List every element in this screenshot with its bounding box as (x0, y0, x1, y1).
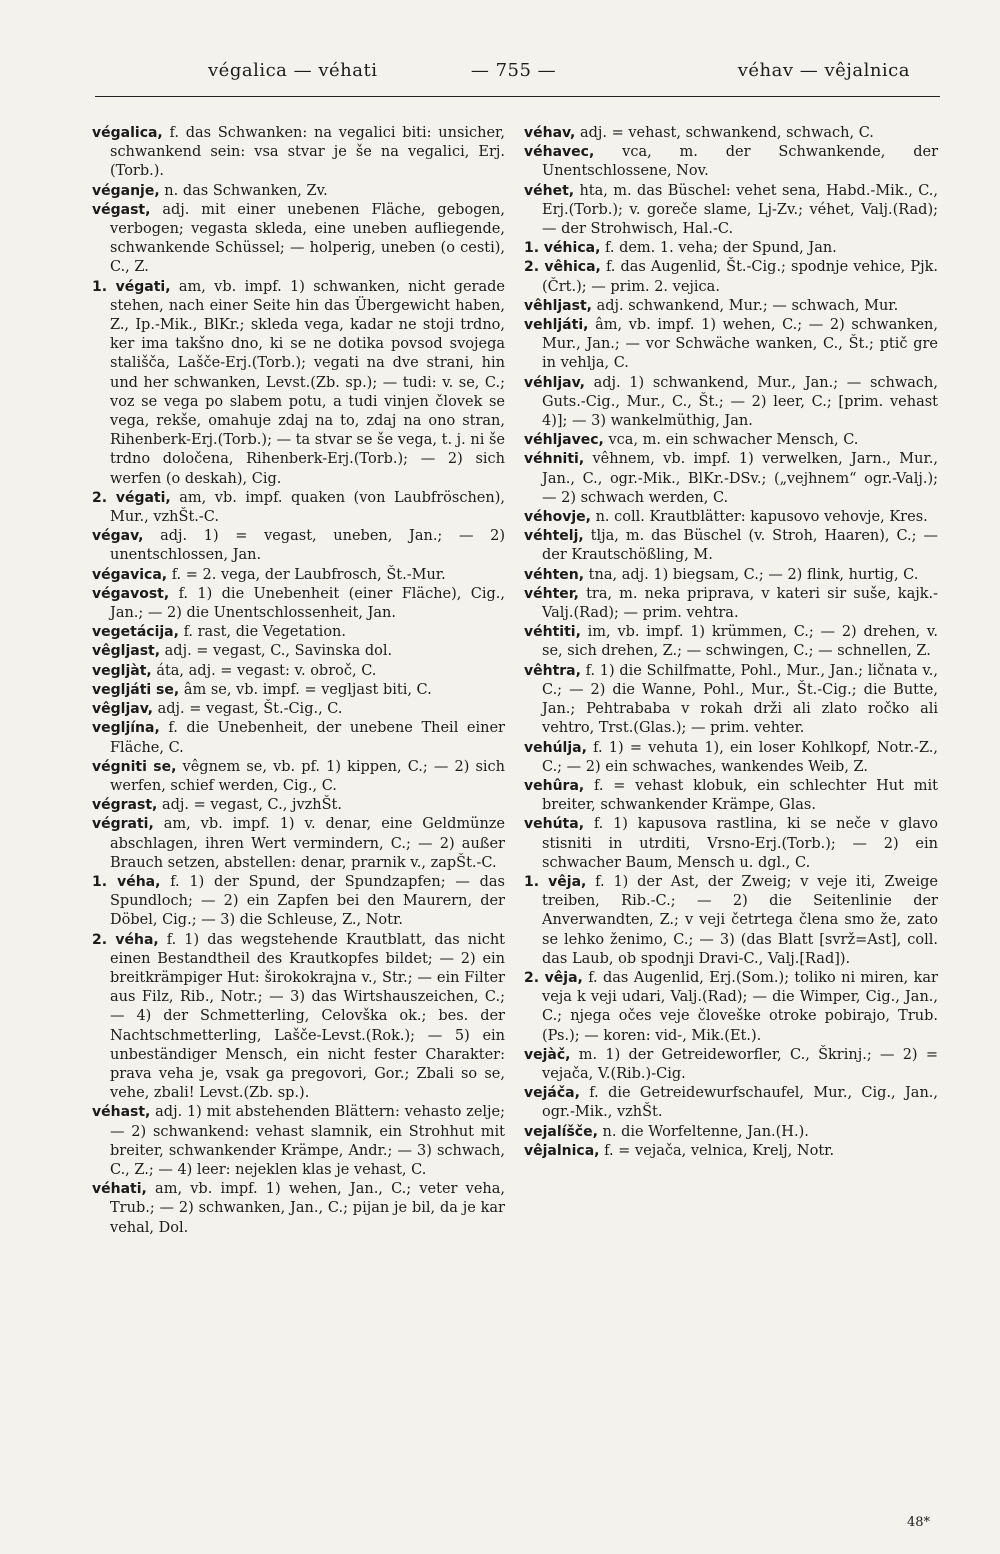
entry-definition: f. das Augenlid, Erj.(Som.); toliko ni miren, kar veja k veji udari, Valj.(Rad); — die Wimper, Cig., Jan., C.; njega očes veje človeške otroke pobirajo, Trub.(Ps.); — koren: vid-, Mik.(Et.). (542, 969, 938, 1044)
header-left: végalica — véhati (208, 60, 378, 81)
entry-definition: m. 1) der Getreideworfler, C., Škrinj.; — 2) = vejača, V.(Rib.)-Cig. (542, 1046, 938, 1082)
dictionary-entry (92, 642, 505, 661)
entry-definition: áta, adj. = vegast: v. obroč, C. (156, 662, 377, 679)
entry-headword: véhljav, (524, 374, 585, 391)
dictionary-entry (92, 182, 505, 201)
entry-headword: véhati, (92, 1181, 147, 1198)
entry-headword: 1. végati, (92, 278, 171, 295)
entry-definition: tra, m. neka priprava, v kateri sir suše, kajk.-Valj.(Rad); — prim. vehtra. (542, 585, 938, 622)
dictionary-entry (92, 566, 505, 585)
entry-headword: végavica, (92, 566, 168, 583)
entry-headword: 2. végati, (92, 489, 171, 506)
entry-headword: vegljàt, (92, 662, 152, 679)
entry-definition: adj. mit einer unebenen Fläche, gebogen, verbogen; vegasta skleda, eine uneben aufliegende, schwankende Schüssel; — holperig, uneben (o cesti), C., Z. (110, 201, 506, 276)
entry-headword: véhast, (92, 1104, 151, 1121)
dictionary-entry (524, 777, 938, 815)
entry-definition: f. = vehast klobuk, ein schlechter Hut mit breiter, schwankender Krämpe, Glas. (542, 777, 938, 814)
dictionary-entry (92, 681, 505, 700)
entry-definition: adj. 1) = vegast, uneben, Jan.; — 2) unentschlossen, Jan. (110, 528, 505, 564)
dictionary-entry (524, 662, 938, 739)
entry-headword: véhtiti, (524, 624, 581, 641)
entry-headword: vehúlja, (524, 739, 587, 756)
dictionary-entry (524, 585, 938, 623)
entry-definition: n. die Worfeltenne, Jan.(H.). (602, 1123, 809, 1140)
dictionary-entry (524, 1142, 938, 1161)
entry-definition: adj. 1) mit abstehenden Blättern: vehasto zelje; — 2) schwankend: vehast slamnik, ein Strohhut mit breiter, schwankender Krämpe, Andr.; — 3) schwach, C., Z.; — 4) leer: nejeklen klas je vehast, C. (110, 1104, 506, 1178)
entry-headword: 2. vêhica, (524, 259, 601, 276)
entry-headword: végavost, (92, 585, 170, 602)
dictionary-entry (524, 143, 938, 181)
page-number: — 755 — (470, 60, 557, 81)
entry-definition: am, vb. impf. 1) schwanken, nicht gerade stehen, nach einer Seite hin das Übergewicht haben, Z., Ip.-Mik., BlKr.; skleda vega, kadar ne stoji trdno, ker ima takšno dno, ki se ne dotika povsod svojega stališča, Lašče-Erj.(Torb.); vegati na dve strani, hin und her schwanken, Levst.(Zb. sp.); — tudi: v. se, C.; voz se vega po slabem potu, a tudi vinjen človek se vega, rekše, omahuje zdaj na to, zdaj na ono stran, Rihenberk-Erj.(Torb.); — ta stvar se še vega, t. j. ni še trdno določena, Rihenberk-Erj.(Torb.); — 2) sich werfen (o deskah), Cig. (110, 278, 505, 487)
entry-definition: f. 1) die Schilfmatte, Pohl., Mur., Jan.; ličnata v., C.; — 2) die Wanne, Pohl., Mur., Št.-Cig.; die Butte, Jan.; Pehtrababa v rokah drži ali zlato ročko ali vehtro, Trst.(Glas.); — prim. vehter. (542, 662, 939, 737)
entry-headword: vehûra, (524, 777, 585, 794)
dictionary-entry (92, 815, 505, 873)
entry-headword: véhljavec, (524, 432, 604, 449)
dictionary-entry (92, 931, 505, 1104)
entry-headword: végav, (92, 528, 144, 545)
dictionary-entry (524, 815, 938, 873)
running-header (95, 60, 932, 92)
dictionary-entry (92, 278, 505, 489)
entry-definition: f. 1) kapusova rastlina, ki se neče v glavo stisniti in utrditi, Vrsno-Erj.(Torb.); — 2) ein schwacher Baum, Mensch u. dgl., C. (542, 816, 939, 871)
entry-headword: véhtelj, (524, 528, 584, 545)
entry-headword: 1. véhica, (524, 240, 601, 257)
entry-headword: vegljáti se, (92, 681, 180, 698)
dictionary-entry (524, 297, 938, 316)
entry-headword: véganje, (92, 182, 160, 199)
entry-definition: tlja, m. das Büschel (v. Stroh, Haaren), C.; — der Krautschößling, M. (542, 528, 938, 564)
dictionary-entry (92, 873, 505, 931)
entry-definition: hta, m. das Büschel: vehet sena, Habd.-Mik., C., Erj.(Torb.); v. goreče slame, Lj-Zv.; véhet, Valj.(Rad); — der Strohwisch, Hal.-C. (542, 182, 938, 238)
entry-definition: f. 1) die Unebenheit (einer Fläche), Cig., Jan.; — 2) die Unentschlossenheit, Jan. (110, 585, 505, 622)
entry-headword: végniti se, (92, 758, 177, 775)
dictionary-entry (92, 700, 505, 719)
dictionary-entry (92, 527, 505, 565)
entry-headword: véhniti, (524, 451, 585, 468)
entry-definition: vca, m. ein schwacher Mensch, C. (608, 432, 859, 449)
dictionary-entry (524, 450, 938, 508)
dictionary-entry (524, 508, 938, 527)
dictionary-entry (92, 489, 505, 527)
entry-headword: vejalíšče, (524, 1123, 598, 1140)
entry-definition: am, vb. impf. 1) v. denar, eine Geldmünze abschlagen, ihren Wert vermindern, C.; — 2) außer Brauch setzen, abstellen: denar, prarnik v., zapŠt.-C. (110, 816, 505, 871)
entry-definition: im, vb. impf. 1) krümmen, C.; — 2) drehen, v. se, sich drehen, Z.; — schwingen, C.; — schnellen, Z. (542, 624, 939, 660)
dictionary-entry (524, 1084, 938, 1122)
dictionary-entry (524, 374, 938, 432)
entry-headword: végrati, (92, 816, 154, 833)
dictionary-entry (92, 1103, 505, 1180)
entry-headword: 1. vêja, (524, 873, 587, 890)
entry-definition: adj. schwankend, Mur.; — schwach, Mur. (596, 297, 899, 314)
dictionary-entry (524, 316, 938, 374)
right-column (524, 124, 938, 1161)
dictionary-entry (524, 527, 938, 565)
entry-headword: vegljína, (92, 720, 160, 737)
dictionary-entry (524, 1046, 938, 1084)
dictionary-entry (524, 258, 938, 296)
dictionary-entry (524, 969, 938, 1046)
dictionary-entry (92, 796, 505, 815)
entry-definition: tna, adj. 1) biegsam, C.; — 2) flink, hurtig, C. (588, 566, 919, 583)
header-right: véhav — vêjalnica (737, 60, 910, 81)
entry-headword: véhovje, (524, 509, 591, 526)
entry-definition: vêhnem, vb. impf. 1) verwelken, Jarn., Mur., Jan., C., ogr.-Mik., BlKr.-DSv.; („vejhnem“ ogr.-Valj.); — 2) schwach werden, C. (542, 451, 939, 506)
entry-definition: vêgnem se, vb. pf. 1) kippen, C.; — 2) sich werfen, schief werden, Cig., C. (110, 758, 506, 794)
dictionary-entry (92, 758, 505, 796)
dictionary-entry (92, 1180, 505, 1238)
entry-headword: végast, (92, 201, 151, 218)
entry-headword: vêgljav, (92, 701, 153, 718)
dictionary-entry (524, 239, 938, 258)
entry-definition: am, vb. impf. quaken (von Laubfröschen), Mur., vzhŠt.-C. (110, 489, 505, 526)
dictionary-entry (524, 1123, 938, 1142)
entry-headword: vêhtra, (524, 662, 581, 679)
entry-headword: véhter, (524, 585, 579, 602)
entry-headword: végalica, (92, 125, 163, 141)
entry-definition: f. die Unebenheit, der unebene Theil einer Fläche, C. (110, 720, 505, 756)
entry-headword: vehúta, (524, 816, 585, 833)
entry-definition: f. die Getreidewurfschaufel, Mur., Cig., Jan., ogr.-Mik., vzhŠt. (542, 1085, 939, 1121)
dictionary-entry (524, 182, 938, 240)
entry-headword: vejáča, (524, 1085, 580, 1102)
entry-definition: âm, vb. impf. 1) wehen, C.; — 2) schwanken, Mur., Jan.; — vor Schwäche wanken, C., Št.; ptič gre in vehlja, C. (542, 317, 939, 372)
entry-definition: n. das Schwanken, Zv. (164, 182, 328, 199)
entry-definition: vca, m. der Schwankende, der Unentschlossene, Nov. (542, 144, 939, 180)
entry-headword: vêjalnica, (524, 1142, 600, 1159)
entry-definition: f. das Augenlid, Št.-Cig.; spodnje vehice, Pjk.(Črt.); — prim. 2. vejica. (542, 259, 939, 295)
entry-definition: f. 1) der Spund, der Spundzapfen; — das Spundloch; — 2) ein Zapfen bei den Maurern, der Döbel, Cig.; — 3) die Schleuse, Z., Notr. (110, 873, 505, 929)
entry-definition: adj. = vegast, C., jvzhŠt. (161, 797, 342, 814)
entry-definition: adj. 1) schwankend, Mur., Jan.; — schwach, Guts.-Cig., Mur., C., Št.; — 2) leer, C.; [prim. vehast 4)]; — 3) wankelmüthig, Jan. (542, 374, 938, 430)
dictionary-entry (524, 623, 938, 661)
dictionary-entry (92, 662, 505, 681)
dictionary-entry (524, 739, 938, 777)
entry-definition: f. das Schwanken: na vegalici biti: unsicher, schwankend sein: vsa stvar je še na vegalici, Erj.(Torb.). (110, 125, 506, 180)
entry-headword: vêgljast, (92, 643, 161, 660)
entry-definition: am, vb. impf. 1) wehen, Jan., C.; veter veha, Trub.; — 2) schwanken, Jan., C.; pijan je bil, da je kar vehal, Dol. (110, 1181, 505, 1236)
entry-headword: 2. vêja, (524, 969, 583, 986)
entry-headword: 1. véha, (92, 873, 161, 890)
entry-headword: vejàč, (524, 1046, 571, 1063)
dictionary-entry (92, 124, 505, 182)
entry-definition: adj. = vehast, schwankend, schwach, C. (579, 125, 874, 141)
entry-headword: véhten, (524, 566, 585, 583)
dictionary-entry (92, 719, 505, 757)
dictionary-columns (92, 124, 938, 1504)
entry-definition: f. 1) = vehuta 1), ein loser Kohlkopf, Notr.-Z., C.; — 2) ein schwaches, wankendes Weib, Z. (542, 739, 938, 775)
signature-mark: 48* (906, 1515, 930, 1530)
entry-definition: n. coll. Krautblätter: kapusovo vehovje, Kres. (595, 509, 928, 526)
entry-definition: f. = vejača, velnica, Krelj, Notr. (604, 1142, 835, 1159)
entry-definition: f. rast, die Vegetation. (183, 624, 347, 641)
entry-headword: 2. véha, (92, 931, 159, 948)
entry-headword: véhav, (524, 125, 576, 141)
entry-headword: véhet, (524, 182, 575, 199)
left-column (92, 124, 505, 1238)
dictionary-entry (524, 566, 938, 585)
header-rule (95, 96, 940, 97)
dictionary-entry (92, 201, 505, 278)
entry-definition: f. = 2. vega, der Laubfrosch, Št.-Mur. (171, 566, 446, 583)
entry-definition: f. dem. 1. veha; der Spund, Jan. (605, 240, 837, 257)
entry-definition: f. 1) der Ast, der Zweig; v veje iti, Zweige treiben, Rib.-C.; — 2) die Seitenlinie der Anverwandten, Z.; v veji četrtega člena smo že, zato se lehko ženimo, C.; — 3) (das Blatt [svrž=Ast], coll. das Laub, ob spodnji Dravi-C., Valj.[Rad]). (542, 873, 939, 967)
dictionary-entry (92, 623, 505, 642)
entry-definition: âm se, vb. impf. = vegljast biti, C. (183, 681, 432, 698)
dictionary-entry (524, 431, 938, 450)
entry-headword: vehljáti, (524, 317, 589, 334)
entry-definition: f. 1) das wegstehende Krautblatt, das nicht einen Bestandtheil des Krautkopfes bildet; — 2) ein breitkrämpiger Hut: širokokrajna v., Str.; — ein Filter aus Filz, Rib., Notr.; — 3) das Wirtshauszeichen, C.; — 4) der Schmetterling, Celovška ok.; bes. der Nachtschmetterling, Lašče-Levst.(Rok.); — 5) ein unbeständiger Mensch, ein nicht fester Charakter: prava veha je, vsak ga pregovori, Gor.; Zbali so se, vehe, zbali! Levst.(Zb. sp.). (110, 931, 505, 1102)
entry-definition: adj. = vegast, C., Savinska dol. (164, 643, 393, 660)
entry-definition: adj. = vegast, Št.-Cig., C. (157, 701, 343, 718)
dictionary-entry (524, 124, 938, 143)
dictionary-entry (524, 873, 938, 969)
dictionary-entry (92, 585, 505, 623)
entry-headword: vêhljast, (524, 297, 592, 314)
entry-headword: vegetácija, (92, 624, 179, 641)
entry-headword: végrast, (92, 797, 158, 814)
entry-headword: véhavec, (524, 144, 595, 161)
